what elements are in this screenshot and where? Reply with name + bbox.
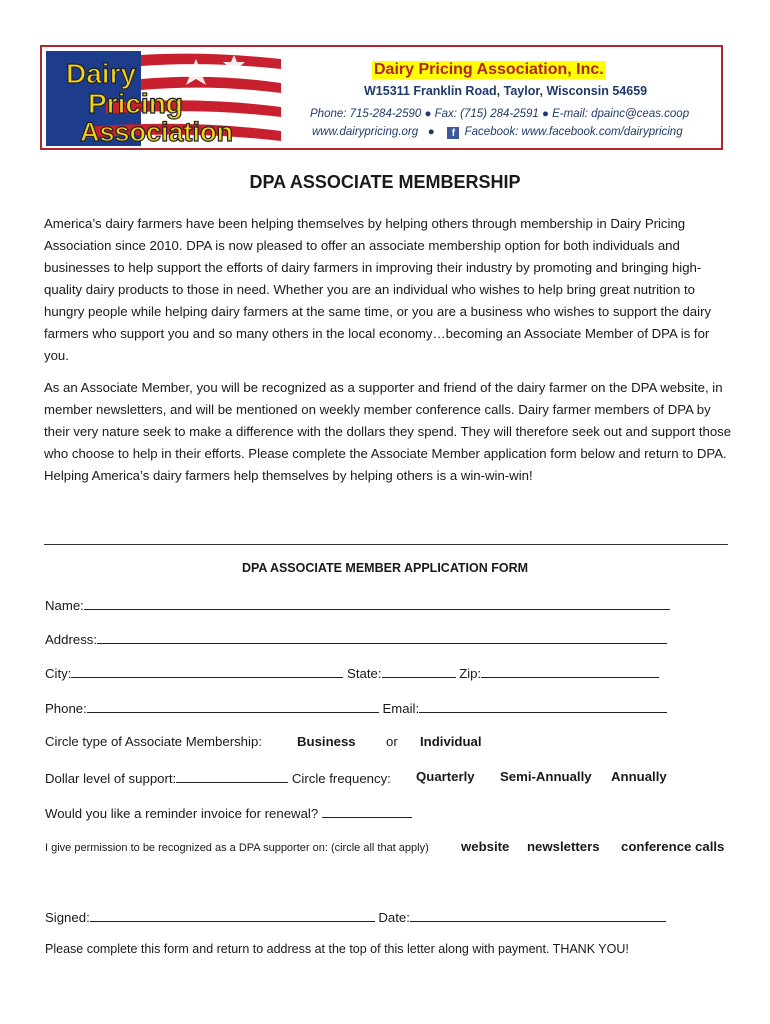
form-title: DPA ASSOCIATE MEMBER APPLICATION FORM: [241, 561, 529, 575]
state-field[interactable]: [382, 664, 456, 678]
flag-logo-graphic: [46, 51, 281, 146]
city-field[interactable]: [71, 664, 343, 678]
membership-individual-option[interactable]: Individual: [420, 734, 482, 749]
footer-instructions: Please complete this form and return to address at the top of this letter along with payment. THANK YOU!: [45, 942, 629, 956]
dpa-logo: [46, 51, 281, 146]
signature-field[interactable]: [90, 908, 375, 922]
membership-type-label: Circle type of Associate Membership:: [45, 734, 262, 749]
permission-website-option[interactable]: website: [461, 839, 510, 854]
date-field[interactable]: [410, 908, 666, 922]
org-contact-line: Phone: 715-284-2590 ● Fax: (715) 284-2591 ● E-mail: dpainc@ceas.coop: [310, 108, 690, 120]
state-label: State:: [347, 666, 382, 681]
phone-row: [45, 699, 667, 716]
associate-paragraph: As an Associate Member, you will be recognized as a supporter and friend of the dairy farmer on the DPA website, in member newsletters, and will be mentioned on weekly member conference calls. Dairy farmer members of DPA by their very nature seek to make a difference with the dollars they spend. They will therefore seek out and support those who choose to help in their efforts. Please complete the Associate Member application form below and return to DPA. Helping America’s dairy farmers help themselves by helping others is a win-win-win!: [44, 380, 732, 483]
address-row: [45, 630, 667, 647]
name-field[interactable]: [84, 596, 670, 610]
website-link[interactable]: www.dairypricing.org: [312, 126, 419, 138]
signed-label: Signed:: [45, 910, 90, 925]
city-label: City:: [45, 666, 72, 681]
section-divider: [44, 544, 728, 545]
facebook-link[interactable]: Facebook: www.facebook.com/dairypricing: [464, 126, 683, 138]
dollar-field[interactable]: [176, 769, 288, 783]
page-title: DPA ASSOCIATE MEMBERSHIP: [249, 172, 521, 192]
signature-row: [45, 908, 666, 925]
name-label: Name:: [45, 598, 84, 613]
membership-business-option[interactable]: Business: [297, 734, 356, 749]
email-field[interactable]: [419, 699, 667, 713]
phone-field[interactable]: [87, 699, 379, 713]
city-row: [45, 664, 659, 681]
phone-label: Phone:: [45, 701, 87, 716]
email-label: Email:: [382, 701, 420, 716]
membership-or-text: or: [386, 734, 398, 749]
frequency-annually-option[interactable]: Annually: [611, 769, 667, 784]
name-row: [45, 596, 670, 613]
org-address: W15311 Franklin Road, Taylor, Wisconsin 54659: [364, 84, 648, 98]
logo-word-2: Pricing: [88, 88, 183, 119]
reminder-row: [45, 804, 412, 821]
zip-label: Zip:: [459, 666, 482, 681]
reminder-label: Would you like a reminder invoice for renewal?: [45, 806, 319, 821]
frequency-quarterly-option[interactable]: Quarterly: [416, 769, 475, 784]
zip-field[interactable]: [481, 664, 659, 678]
permission-label: I give permission to be recognized as a DPA supporter on: (circle all that apply): [45, 842, 429, 854]
dollar-row: [45, 769, 391, 786]
org-web-line: [312, 126, 683, 139]
reminder-field[interactable]: [322, 804, 412, 818]
address-label: Address:: [45, 632, 98, 647]
org-name: Dairy Pricing Association, Inc.: [374, 61, 604, 78]
permission-conference-calls-option[interactable]: conference calls: [621, 839, 725, 854]
letterhead: [40, 45, 723, 150]
bullet-separator: ●: [427, 126, 435, 138]
date-label: Date:: [378, 910, 410, 925]
facebook-icon: f: [447, 127, 459, 139]
logo-word-1: Dairy: [66, 58, 137, 89]
frequency-semi-annually-option[interactable]: Semi-Annually: [500, 769, 592, 784]
permission-newsletters-option[interactable]: newsletters: [527, 839, 600, 854]
address-field[interactable]: [97, 630, 667, 644]
intro-paragraph: America’s dairy farmers have been helping themselves by helping others through membership in Dairy Pricing Association since 2010. DPA is now pleased to offer an associate membership option for both individuals and businesses to help support the efforts of dairy farmers in improving their industry by promoting and bringing high-quality dairy products to those in need. Whether you are an individual who wishes to help bring great nutrition to hungry people while helping dairy farmers at the same time, or you are a business who wishes to support the dairy farmers who support you and so many others in the local economy…becoming an Associate Member of DPA is for you.: [44, 216, 712, 363]
logo-word-3: Association: [80, 117, 234, 146]
dollar-label: Dollar level of support:: [45, 771, 177, 786]
frequency-label: Circle frequency:: [291, 771, 391, 786]
